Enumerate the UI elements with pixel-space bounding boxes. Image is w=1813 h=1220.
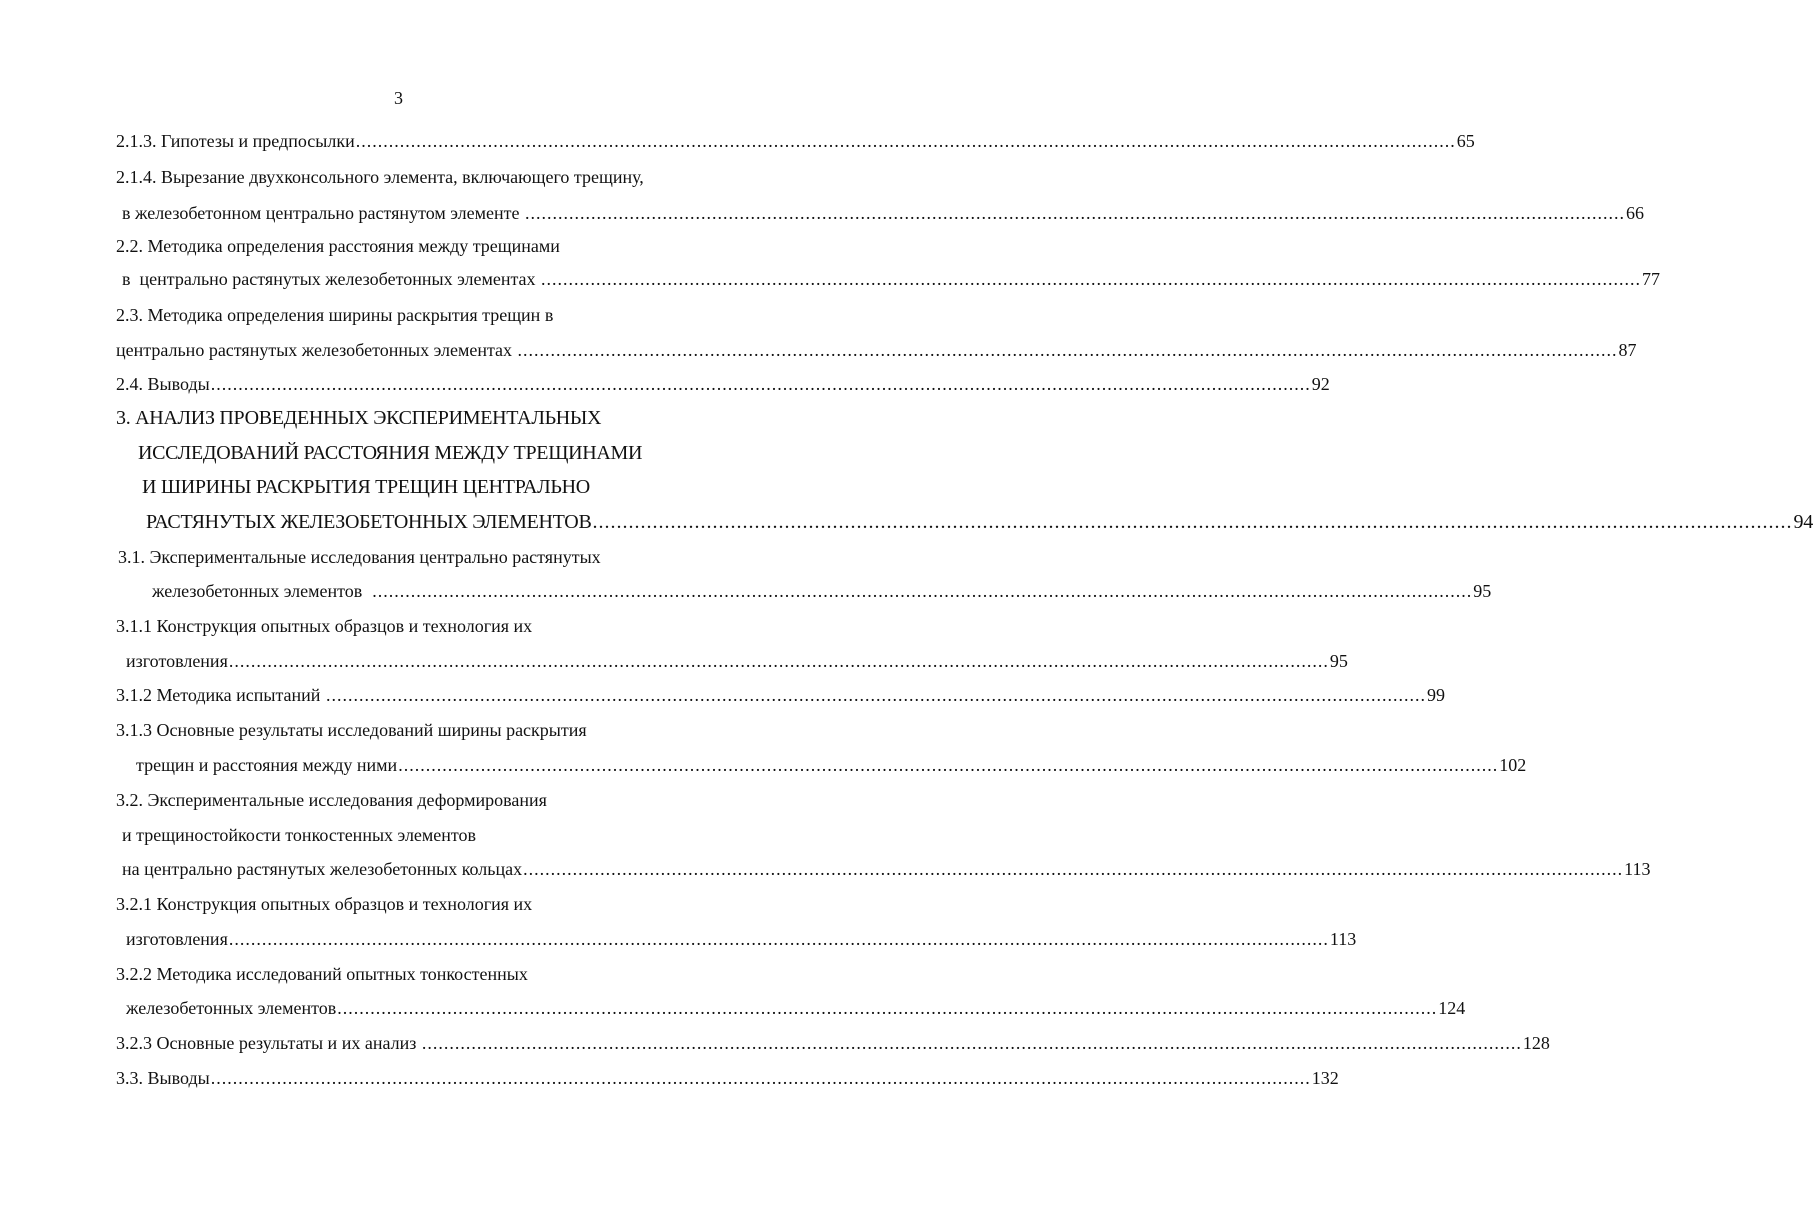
dot-leader: ........................................................................................................................................................................................................ xyxy=(228,929,1329,949)
toc-entry xyxy=(136,752,1527,778)
dot-leader: ........................................................................................................................................................................................................ xyxy=(337,998,1438,1018)
toc-entry-page: 132 xyxy=(1311,1068,1339,1088)
toc-entry-title: изготовления xyxy=(126,651,228,671)
dot-leader: ........................................................................................................................................................................................................ xyxy=(228,651,1329,671)
toc-entry-line: 3.1. Экспериментальные исследования центрально растянутых xyxy=(118,547,601,567)
toc-entry-title: РАСТЯНУТЫХ ЖЕЛЕЗОБЕТОННЫХ ЭЛЕМЕНТОВ xyxy=(146,511,592,533)
toc-entry-line: 2.1.4. Вырезание двухконсольного элемента, включающего трещину, xyxy=(116,167,644,187)
toc-entry-title: железобетонных элементов xyxy=(126,998,337,1018)
dot-leader: ........................................................................................................................................................................................................ xyxy=(523,859,1624,879)
chapter-title-line: 3. АНАЛИЗ ПРОВЕДЕННЫХ ЭКСПЕРИМЕНТАЛЬНЫХ xyxy=(116,407,602,429)
toc-entry xyxy=(116,682,1445,708)
toc-entry-page: 128 xyxy=(1522,1033,1550,1053)
toc-entry xyxy=(116,1030,1550,1056)
toc-entry xyxy=(126,926,1357,952)
toc-entry-title: 3.1.2 Методика испытаний xyxy=(116,685,325,705)
toc-entry-page: 95 xyxy=(1329,651,1348,671)
page-number: 3 xyxy=(394,88,403,108)
dot-leader: ........................................................................................................................................................................................................ xyxy=(325,685,1426,705)
toc-entry-line: 3.1.3 Основные результаты исследований ширины раскрытия xyxy=(116,720,587,740)
toc-entry-page: 65 xyxy=(1456,131,1475,151)
chapter-title-line: ИССЛЕДОВАНИЙ РАССТОЯНИЯ МЕЖДУ ТРЕЩИНАМИ xyxy=(138,442,643,464)
toc-entry-page: 94 xyxy=(1793,511,1813,533)
toc-entry-line: 3.2. Экспериментальные исследования деформирования xyxy=(116,790,547,810)
toc-entry xyxy=(152,578,1492,604)
toc-entry-line: 2.3. Методика определения ширины раскрытия трещин в xyxy=(116,305,554,325)
toc-entry-title: трещин и расстояния между ними xyxy=(136,755,398,775)
toc-entry-page: 124 xyxy=(1438,998,1466,1018)
toc-entry-page: 92 xyxy=(1311,374,1330,394)
toc-entry-line: 2.2. Методика определения расстояния между трещинами xyxy=(116,236,560,256)
dot-leader: ........................................................................................................................................................................................................ xyxy=(372,581,1473,601)
toc-entry-title: 2.4. Выводы xyxy=(116,374,210,394)
dot-leader: ........................................................................................................................................................................................................ xyxy=(355,131,1456,151)
toc-entry-title: изготовления xyxy=(126,929,228,949)
toc-entry xyxy=(126,995,1466,1021)
toc-entry-title: на центрально растянутых железобетонных кольцах xyxy=(122,859,523,879)
dot-leader: ........................................................................................................................................................................................................ xyxy=(525,203,1625,223)
toc-entry-title: 2.1.3. Гипотезы и предпосылки xyxy=(116,131,355,151)
toc-entry-title: 3.3. Выводы xyxy=(116,1068,210,1088)
dot-leader: ........................................................................................................................................................................................................ xyxy=(398,755,1499,775)
toc-entry-page: 113 xyxy=(1624,859,1651,879)
chapter-title-line: И ШИРИНЫ РАСКРЫТИЯ ТРЕЩИН ЦЕНТРАЛЬНО xyxy=(142,476,590,498)
toc-entry-page: 77 xyxy=(1642,269,1661,289)
toc-entry-line: 3.2.2 Методика исследований опытных тонкостенных xyxy=(116,964,528,984)
toc-entry xyxy=(126,648,1348,674)
toc-entry xyxy=(146,509,1813,535)
toc-entry-page: 66 xyxy=(1626,203,1644,223)
toc-entry xyxy=(116,371,1330,397)
toc-entry-page: 113 xyxy=(1329,929,1357,949)
toc-entry-page: 87 xyxy=(1618,340,1637,360)
toc-entry-line: и трещиностойкости тонкостенных элементов xyxy=(122,825,477,845)
toc-entry xyxy=(122,266,1661,292)
toc-entry xyxy=(122,856,1651,882)
toc-entry xyxy=(116,337,1637,363)
dot-leader: ........................................................................................................................................................................................................ xyxy=(541,269,1642,289)
toc-entry-title: 3.2.3 Основные результаты и их анализ xyxy=(116,1033,421,1053)
toc-entry-title: в железобетонном центрально растянутом элементе xyxy=(122,203,524,223)
dot-leader: ........................................................................................................................................................................................................ xyxy=(210,374,1311,394)
dot-leader: ........................................................................................................................................................................................................ xyxy=(421,1033,1522,1053)
toc-entry xyxy=(116,1065,1339,1091)
toc-entry-page: 99 xyxy=(1426,685,1445,705)
toc-entry xyxy=(122,200,1644,226)
toc-entry-title: в центрально растянутых железобетонных элементах xyxy=(122,269,541,289)
toc-entry-title: центрально растянутых железобетонных элементах xyxy=(116,340,517,360)
dot-leader: ........................................................................................................................................................................................................ xyxy=(210,1068,1311,1088)
toc-entry-page: 95 xyxy=(1473,581,1492,601)
toc-entry-line: 3.2.1 Конструкция опытных образцов и технология их xyxy=(116,894,533,914)
dot-leader: ........................................................................................................................................................................................................ xyxy=(592,511,1793,533)
toc-entry-page: 102 xyxy=(1499,755,1527,775)
dot-leader: ........................................................................................................................................................................................................ xyxy=(517,340,1618,360)
toc-entry-title: железобетонных элементов xyxy=(152,581,372,601)
toc-entry xyxy=(116,128,1475,154)
toc-entry-line: 3.1.1 Конструкция опытных образцов и технология их xyxy=(116,616,533,636)
